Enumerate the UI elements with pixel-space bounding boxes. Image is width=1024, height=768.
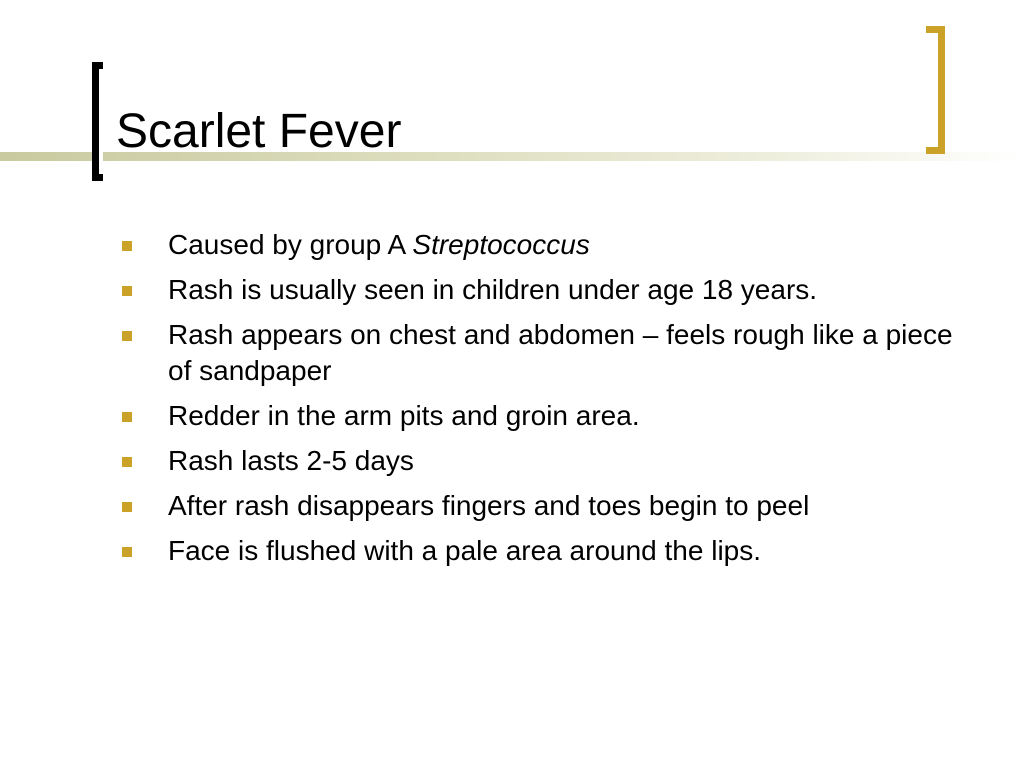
bullet-item	[120, 317, 980, 389]
left-bracket-decoration	[92, 62, 103, 181]
square-bullet-icon	[122, 331, 132, 341]
slide-title: Scarlet Fever	[116, 105, 402, 158]
bullet-text: Rash lasts 2-5 days	[168, 445, 414, 476]
bullet-item	[120, 227, 980, 263]
square-bullet-icon	[122, 547, 132, 557]
bullet-list	[120, 227, 980, 578]
bullet-item	[120, 443, 980, 479]
bullet-item	[120, 272, 980, 308]
square-bullet-icon	[122, 502, 132, 512]
bullet-item	[120, 533, 980, 569]
right-bracket-decoration	[926, 26, 945, 154]
bullet-emphasis-text: Streptococcus	[412, 229, 590, 260]
bullet-item	[120, 488, 980, 524]
bullet-text: Rash appears on chest and abdomen – feels rough like a piece of sandpaper	[168, 319, 953, 386]
bullet-text: Caused by group A	[168, 229, 413, 260]
bullet-text: After rash disappears fingers and toes begin to peel	[168, 490, 810, 521]
square-bullet-icon	[122, 286, 132, 296]
bullet-item	[120, 398, 980, 434]
bullet-text: Face is flushed with a pale area around the lips.	[168, 535, 762, 566]
bullet-text: Redder in the arm pits and groin area.	[168, 400, 640, 431]
square-bullet-icon	[122, 412, 132, 422]
bullet-text: Rash is usually seen in children under age 18 years.	[168, 274, 818, 305]
square-bullet-icon	[122, 457, 132, 467]
square-bullet-icon	[122, 241, 132, 251]
